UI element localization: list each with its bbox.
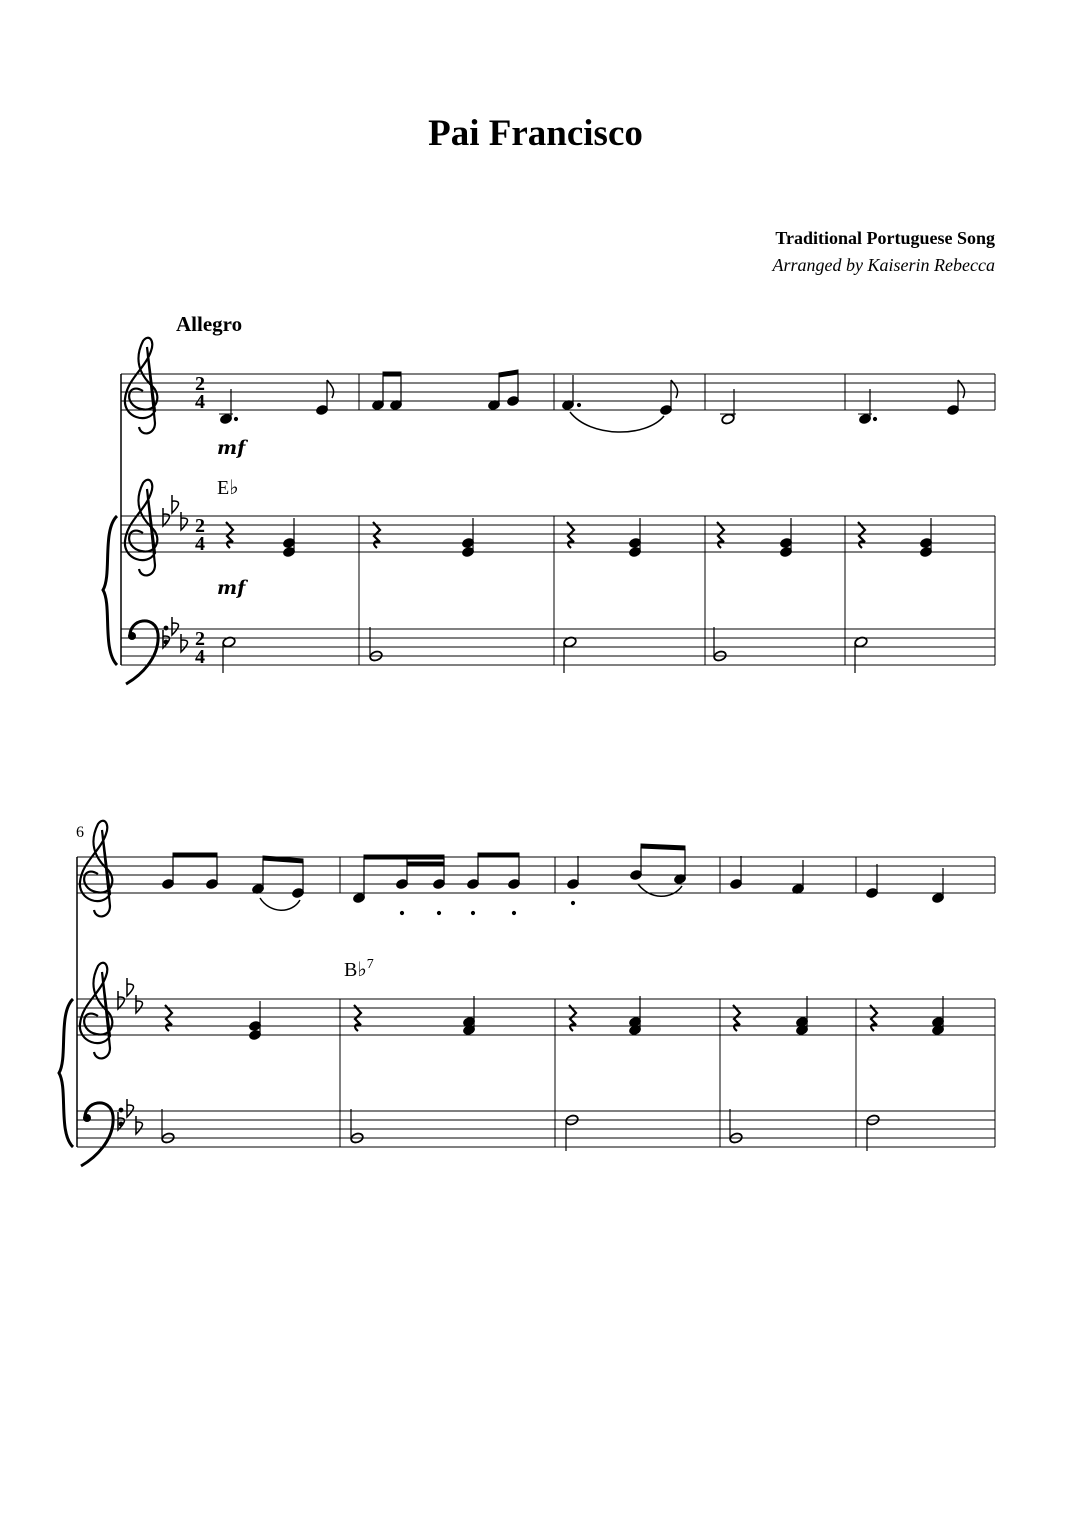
dynamic-marking: mf	[217, 577, 246, 599]
melody-notes-system-2	[161, 844, 944, 915]
bass-clef-icon	[126, 621, 168, 684]
system-1	[103, 338, 995, 684]
piano-brace	[103, 516, 117, 665]
piano-lh-staff	[121, 629, 995, 665]
time-sig-bottom: 4	[195, 646, 205, 668]
composer-credit: Traditional Portuguese Song	[775, 228, 995, 248]
piano-lh-staff	[77, 1111, 995, 1147]
treble-clef-icon	[125, 338, 157, 434]
dynamic-marking: mf	[217, 437, 246, 459]
bass-clef-icon	[81, 1103, 123, 1166]
piano-rh-staff	[121, 516, 995, 552]
arranger-credit: Arranged by Kaiserin Rebecca	[772, 255, 995, 275]
barlines	[340, 857, 995, 1147]
time-sig-top: 2	[195, 628, 205, 650]
time-sig-top: 2	[195, 515, 205, 537]
barlines	[359, 374, 995, 665]
piano-brace	[59, 999, 73, 1147]
treble-clef-icon	[125, 480, 157, 576]
tempo-marking: Allegro	[176, 312, 243, 336]
time-sig-top: 2	[195, 373, 205, 395]
melody-staff	[121, 374, 995, 410]
chord-symbol: E♭	[217, 477, 239, 499]
score-title: Pai Francisco	[428, 113, 643, 154]
time-signature	[195, 373, 205, 668]
piano-rh-staff	[77, 999, 995, 1035]
time-sig-bottom: 4	[195, 391, 205, 413]
piano-lh-system-1	[222, 627, 868, 673]
measure-number: 6	[76, 824, 84, 841]
treble-clef-icon	[80, 821, 112, 917]
system-2	[59, 821, 995, 1166]
treble-clef-icon	[80, 963, 112, 1059]
chord-symbol: B♭$^7$	[344, 957, 374, 981]
time-sig-bottom: 4	[195, 533, 205, 555]
piano-lh-system-2	[161, 1109, 880, 1151]
